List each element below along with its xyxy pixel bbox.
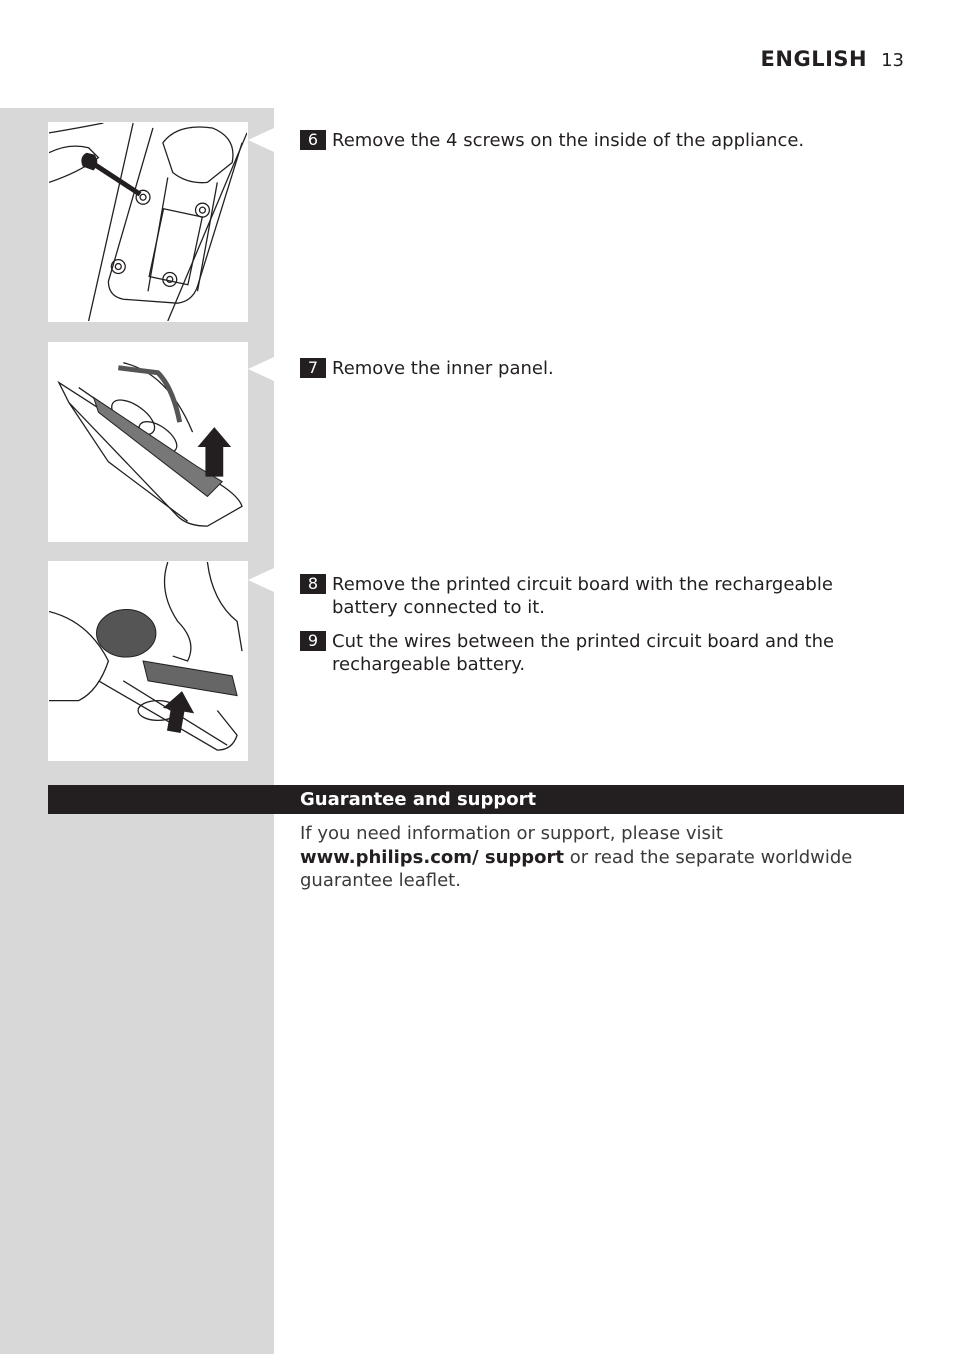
section-title: Guarantee and support — [300, 789, 537, 810]
step-number: 9 — [300, 631, 326, 651]
circuit-board-removal-illustration — [49, 562, 247, 760]
figure-pointer — [248, 128, 274, 152]
step-text: Remove the 4 screws on the inside of the appliance. — [332, 130, 805, 151]
page-number: 13 — [881, 50, 904, 71]
guarantee-paragraph — [300, 822, 890, 893]
step-text: Remove the inner panel. — [332, 358, 554, 379]
step-number: 8 — [300, 574, 326, 594]
figure-remove-panel — [48, 342, 248, 542]
figure-pointer — [248, 357, 274, 381]
figure-pointer — [248, 568, 274, 592]
screwdriver-screws-illustration — [49, 123, 247, 321]
step-text: Cut the wires between the printed circuit board and the rechargeable battery. — [332, 631, 835, 675]
inner-panel-removal-illustration — [49, 343, 247, 541]
support-link[interactable]: www.philips.com/ support — [300, 846, 564, 868]
figure-remove-board — [48, 561, 248, 761]
paragraph-text-before: If you need information or support, please visit — [300, 823, 723, 844]
step-number: 7 — [300, 358, 326, 378]
step-7 — [300, 357, 900, 380]
step-text: Remove the printed circuit board with the rechargeable battery connected to it. — [332, 574, 833, 618]
step-number: 6 — [300, 130, 326, 150]
language-label: ENGLISH — [760, 47, 868, 71]
paragraph-text-after: or read the separate worldwide guarantee leaflet. — [300, 846, 853, 891]
page-header — [761, 47, 904, 71]
step-9 — [300, 630, 900, 676]
step-6 — [300, 129, 900, 152]
step-8 — [300, 573, 900, 619]
figure-remove-screws — [48, 122, 248, 322]
